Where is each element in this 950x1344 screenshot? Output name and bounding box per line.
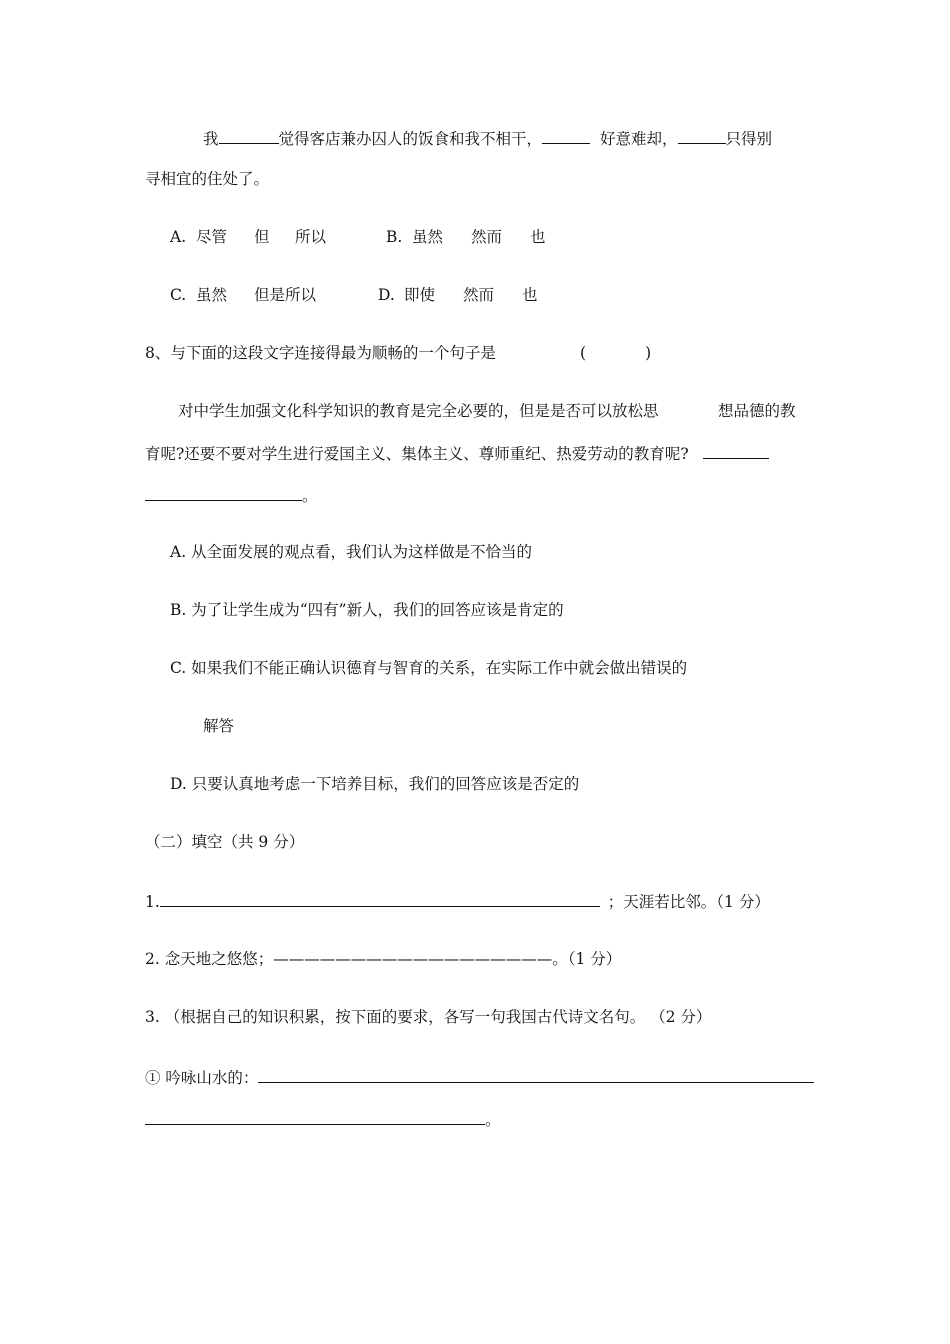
fill-q1-blank[interactable] (160, 890, 600, 907)
q7-option-d-word-2: 然而 (463, 286, 495, 304)
q8-end-mark: 。 (302, 487, 318, 505)
q7-option-d-label: D. (378, 286, 395, 304)
q7-blank-2[interactable] (542, 127, 590, 144)
q7-blank-3[interactable] (678, 127, 726, 144)
q7-option-a-word-2: 但 (254, 228, 270, 246)
q7-option-b-word-3: 也 (530, 228, 546, 246)
q7-option-d-word-1: 即使 (404, 286, 436, 304)
q8-blank-2[interactable] (145, 484, 302, 501)
q7-option-c-label: C. (170, 286, 187, 304)
q7-option-c-word-2: 但是所以 (254, 286, 317, 304)
q7-stem-line2: 寻相宜的住处了。 (145, 170, 270, 188)
q7-option-b-label: B. (386, 228, 403, 246)
q7-stem-c: 好意难却， (600, 130, 678, 148)
fill-q2: 2. 念天地之悠悠；——————————————————。（1 分） (145, 950, 622, 968)
q7-stem-a: 我 (203, 130, 219, 148)
q8-stem: 8、与下面的这段文字连接得最为顺畅的一个句子是 (145, 344, 496, 362)
q7-stem-b: 觉得客店兼办囚人的饭食和我不相干， (278, 130, 543, 148)
q8-option-c-continuation: 解答 (203, 717, 235, 735)
q8-answer-paren[interactable]: ( ) (580, 344, 652, 362)
q8-passage-text: 育呢?还要不要对学生进行爱国主义、集体主义、尊师重纪、热爱劳动的教育呢? (145, 445, 689, 463)
q7-stem-d: 只得别 (725, 130, 773, 148)
q7-option-a-word-3: 所以 (295, 228, 327, 246)
fill-q3-sub1-line2 (145, 1108, 501, 1131)
fill-q3-sub1-blank-1[interactable] (258, 1066, 814, 1083)
q8-option-d: D. 只要认真地考虑一下培养目标，我们的回答应该是否定的 (170, 775, 580, 793)
q8-passage-line1a: 对中学生加强文化科学知识的教育是完全必要的，但是是否可以放松思 (178, 402, 659, 420)
q8-option-b: B. 为了让学生成为“四有”新人，我们的回答应该是肯定的 (170, 601, 564, 619)
q8-passage-line1b: 想品德的教 (718, 402, 796, 420)
q8-blank-1[interactable] (703, 442, 769, 459)
fill-q3: 3. （根据自己的知识积累，按下面的要求，各写一句我国古代诗文名句。 （2 分） (145, 1008, 712, 1026)
fill-q1 (145, 890, 770, 913)
q7-blank-1[interactable] (219, 127, 279, 144)
q7-stem-line1 (203, 127, 772, 150)
q8-option-c: C. 如果我们不能正确认识德育与智育的关系，在实际工作中就会做出错误的 (170, 659, 688, 677)
q7-option-a-label: A. (170, 228, 187, 246)
q7-option-b-word-1: 虽然 (412, 228, 444, 246)
q7-option-d-word-3: 也 (522, 286, 538, 304)
fill-q3-sub1-blank-2[interactable] (145, 1108, 485, 1125)
fill-q3-sub1-label: ① 吟咏山水的： (145, 1069, 259, 1087)
fill-q1-tail: ；天涯若比邻。（1 分） (607, 893, 770, 911)
q7-option-a-word-1: 尽管 (196, 228, 228, 246)
q7-option-c-word-1: 虽然 (196, 286, 228, 304)
q8-option-a: A. 从全面发展的观点看，我们认为这样做是不恰当的 (170, 543, 533, 561)
q8-passage-line2 (145, 442, 769, 465)
fill-q3-sub1-end: 。 (485, 1111, 501, 1129)
section2-title: （二）填空（共 9 分） (145, 833, 305, 851)
fill-q3-sub1 (145, 1066, 814, 1089)
q8-passage-line3 (145, 484, 318, 507)
q7-option-b-word-2: 然而 (471, 228, 503, 246)
fill-q1-number: 1. (145, 893, 160, 911)
